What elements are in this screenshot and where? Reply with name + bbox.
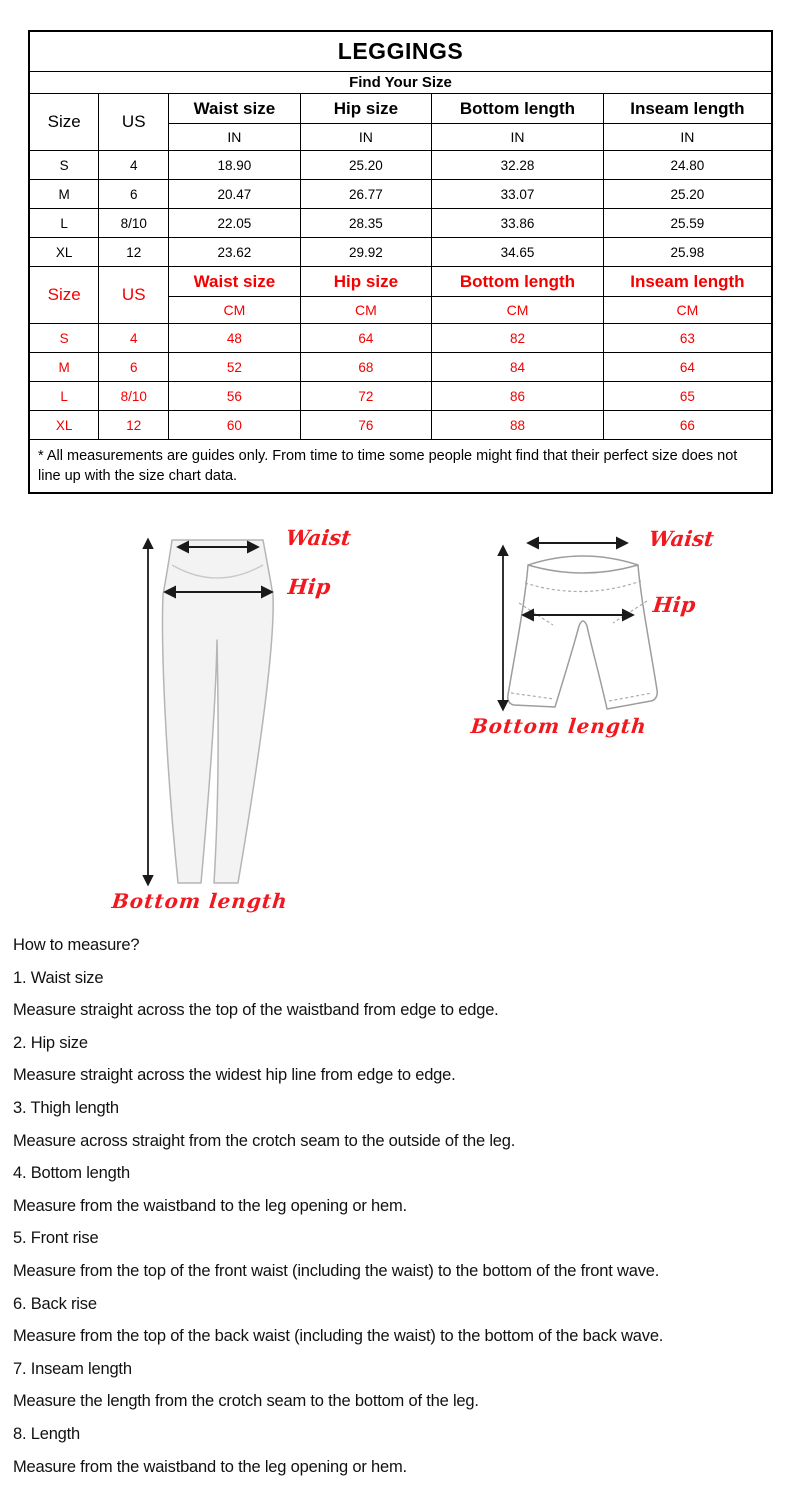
table-cell: L <box>29 382 99 411</box>
shorts-outline <box>508 565 658 709</box>
col-header-bottom: Bottom length <box>432 94 604 124</box>
step-heading: 7. Inseam length <box>13 1359 132 1378</box>
table-cell: 25.20 <box>300 151 432 180</box>
col-header-bottom-cm: Bottom length <box>432 267 604 297</box>
step-text: Measure from the waistband to the leg opening or hem. <box>13 1196 407 1215</box>
table-row <box>29 238 772 267</box>
unit-cell: CM <box>169 297 301 324</box>
table-cell: 34.65 <box>432 238 604 267</box>
table-cell: 72 <box>300 382 432 411</box>
unit-cell: IN <box>432 124 604 151</box>
col-header-size: Size <box>29 94 99 151</box>
table-cell: 86 <box>432 382 604 411</box>
table-cell: 64 <box>300 324 432 353</box>
step-heading: 6. Back rise <box>13 1294 97 1313</box>
hip-label: Hip <box>651 592 697 617</box>
table-cell: 76 <box>300 411 432 440</box>
step-heading: 1. Waist size <box>13 968 104 987</box>
page-title: LEGGINGS <box>29 31 772 72</box>
unit-cell: CM <box>300 297 432 324</box>
table-cell: 88 <box>432 411 604 440</box>
table-cell: M <box>29 353 99 382</box>
waist-opening <box>528 556 638 565</box>
bottom-length-label: Bottom length <box>110 889 290 913</box>
disclaimer-text: * All measurements are guides only. From time to time some people might find that their perfect size does not line up with the size chart data. <box>29 440 772 494</box>
step-heading: 3. Thigh length <box>13 1098 119 1117</box>
waist-label: Waist <box>647 526 716 551</box>
step-heading: 2. Hip size <box>13 1033 88 1052</box>
col-header-hip-cm: Hip size <box>300 267 432 297</box>
table-cell: 25.98 <box>603 238 772 267</box>
disclaimer-row <box>29 440 772 494</box>
step-text: Measure straight across the widest hip line from edge to edge. <box>13 1066 456 1085</box>
unit-cell: CM <box>603 297 772 324</box>
table-cell: 82 <box>432 324 604 353</box>
table-cell: XL <box>29 238 99 267</box>
table-cell: 26.77 <box>300 180 432 209</box>
unit-cell: IN <box>603 124 772 151</box>
table-row <box>29 209 772 238</box>
table-cell: 23.62 <box>169 238 301 267</box>
table-cell: S <box>29 324 99 353</box>
step-text: Measure from the top of the front waist (including the waist) to the bottom of the front wave. <box>13 1261 660 1280</box>
col-header-us-cm: US <box>99 267 169 324</box>
table-cell: 28.35 <box>300 209 432 238</box>
cm-header-row <box>29 267 772 297</box>
col-header-waist-cm: Waist size <box>169 267 301 297</box>
table-cell: 56 <box>169 382 301 411</box>
col-header-waist: Waist size <box>169 94 301 124</box>
table-cell: 64 <box>603 353 772 382</box>
table-cell: 4 <box>99 324 169 353</box>
table-title-row <box>29 31 772 72</box>
table-cell: 8/10 <box>99 209 169 238</box>
table-cell: 24.80 <box>603 151 772 180</box>
col-header-size-cm: Size <box>29 267 99 324</box>
table-cell: 6 <box>99 180 169 209</box>
table-cell: 12 <box>99 238 169 267</box>
how-to-measure-section <box>13 936 795 1490</box>
table-row <box>29 324 772 353</box>
leggings-diagram <box>110 523 410 923</box>
step-heading: 5. Front rise <box>13 1229 99 1248</box>
table-row <box>29 180 772 209</box>
table-row <box>29 151 772 180</box>
table-subtitle-row <box>29 72 772 94</box>
table-row <box>29 382 772 411</box>
table-cell: 48 <box>169 324 301 353</box>
table-cell: 33.86 <box>432 209 604 238</box>
table-cell: 66 <box>603 411 772 440</box>
table-subtitle: Find Your Size <box>29 72 772 94</box>
col-header-hip: Hip size <box>300 94 432 124</box>
step-text: Measure straight across the top of the waistband from edge to edge. <box>13 1001 499 1020</box>
table-cell: S <box>29 151 99 180</box>
col-header-inseam: Inseam length <box>603 94 772 124</box>
in-header-row <box>29 94 772 124</box>
table-cell: 68 <box>300 353 432 382</box>
bottom-length-label: Bottom length <box>469 714 649 738</box>
table-cell: L <box>29 209 99 238</box>
waist-label: Waist <box>284 525 353 550</box>
table-cell: 25.59 <box>603 209 772 238</box>
unit-cell: IN <box>300 124 432 151</box>
table-cell: 63 <box>603 324 772 353</box>
table-cell: 6 <box>99 353 169 382</box>
howto-title: How to measure? <box>13 936 140 954</box>
size-chart-table <box>28 30 773 494</box>
table-cell: 65 <box>603 382 772 411</box>
table-row <box>29 411 772 440</box>
table-cell: 33.07 <box>432 180 604 209</box>
table-cell: XL <box>29 411 99 440</box>
unit-cell: IN <box>169 124 301 151</box>
step-text: Measure the length from the crotch seam to the bottom of the leg. <box>13 1392 479 1411</box>
unit-cell: CM <box>432 297 604 324</box>
col-header-us: US <box>99 94 169 151</box>
table-cell: 32.28 <box>432 151 604 180</box>
table-cell: 84 <box>432 353 604 382</box>
table-cell: 8/10 <box>99 382 169 411</box>
step-heading: 8. Length <box>13 1424 81 1443</box>
shorts-diagram <box>455 523 790 758</box>
table-cell: 20.47 <box>169 180 301 209</box>
table-cell: 4 <box>99 151 169 180</box>
step-text: Measure from the top of the back waist (including the waist) to the bottom of the back wave. <box>13 1327 664 1346</box>
table-cell: 25.20 <box>603 180 772 209</box>
step-text: Measure across straight from the crotch seam to the outside of the leg. <box>13 1131 516 1150</box>
col-header-inseam-cm: Inseam length <box>603 267 772 297</box>
step-text: Measure from the waistband to the leg opening or hem. <box>13 1457 407 1476</box>
table-cell: 52 <box>169 353 301 382</box>
hip-label: Hip <box>286 574 332 599</box>
leggings-drawing <box>110 523 410 923</box>
step-heading: 4. Bottom length <box>13 1164 130 1183</box>
table-cell: M <box>29 180 99 209</box>
table-cell: 60 <box>169 411 301 440</box>
table-cell: 12 <box>99 411 169 440</box>
table-cell: 29.92 <box>300 238 432 267</box>
table-cell: 22.05 <box>169 209 301 238</box>
table-cell: 18.90 <box>169 151 301 180</box>
table-row <box>29 353 772 382</box>
